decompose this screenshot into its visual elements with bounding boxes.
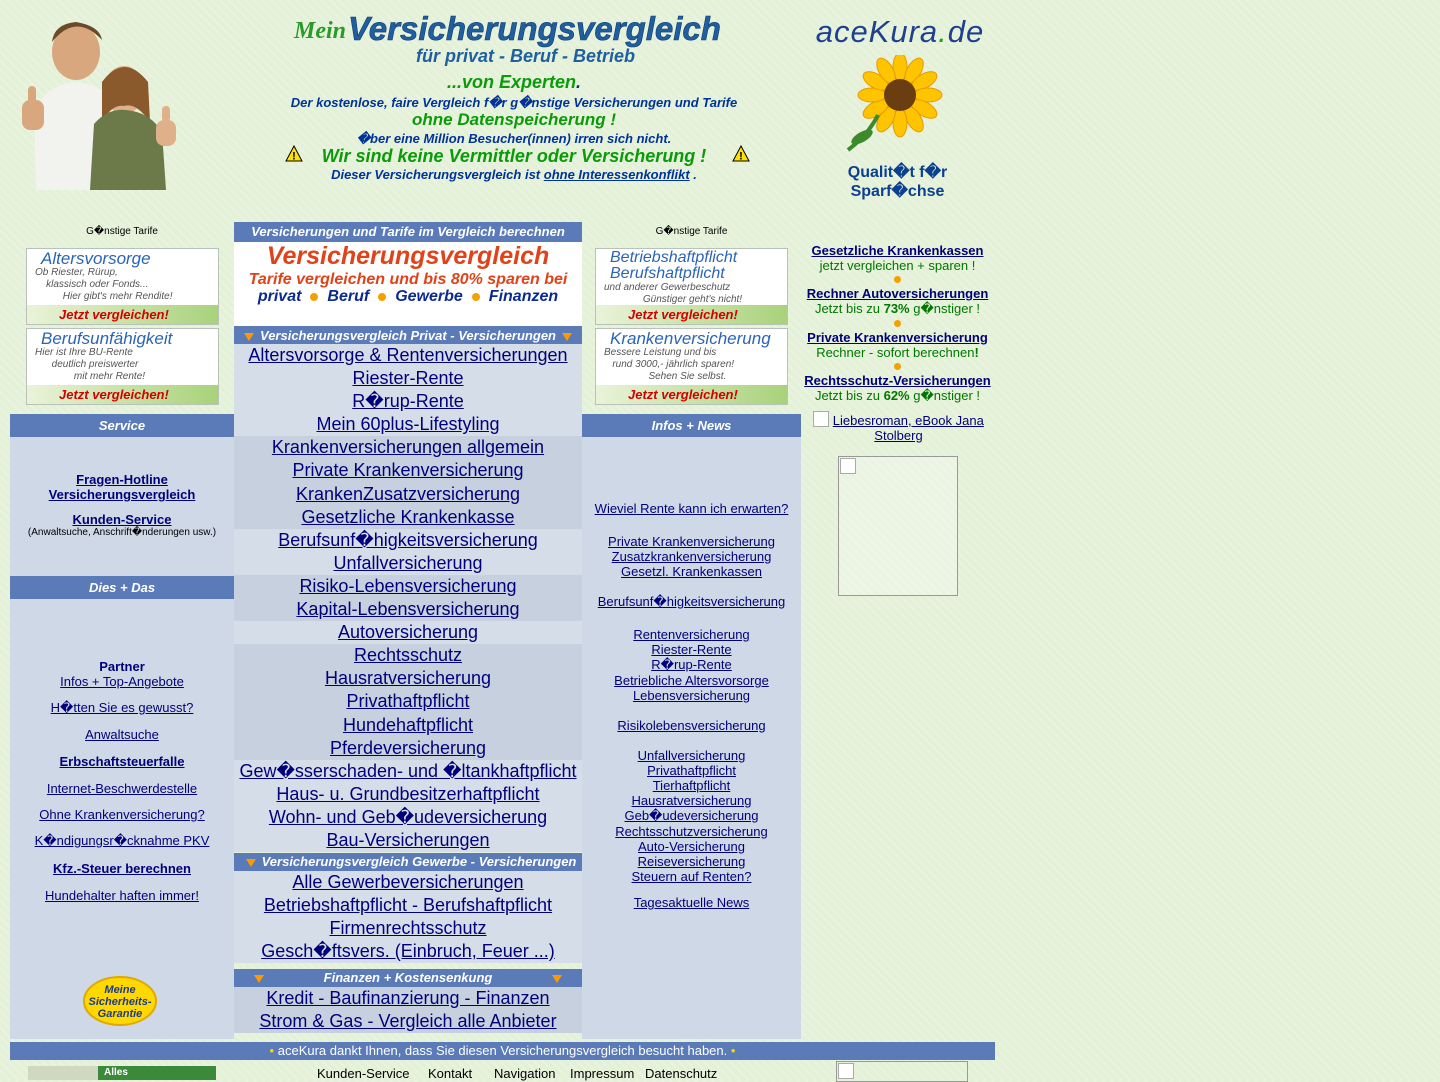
down-arrow-icon bbox=[254, 975, 264, 983]
finance-bar: Finanzen + Kostensenkung bbox=[234, 969, 582, 987]
info-link-unfallversicherung[interactable]: Unfallversicherung bbox=[637, 748, 746, 763]
private-link-krankenversicherungen-allgemein[interactable]: Krankenversicherungen allgemein bbox=[234, 436, 582, 459]
quick-link-private-krankenversicherung[interactable]: Private Krankenversicherung bbox=[807, 330, 988, 345]
inheritance-tax-link[interactable]: Erbschaftsteuerfalle bbox=[59, 754, 185, 769]
info-link-r-rup-rente[interactable]: R�rup-Rente bbox=[651, 657, 732, 672]
brand-logo[interactable]: aceKura.de bbox=[815, 14, 985, 49]
termination-withdrawal-link[interactable]: K�ndigungsr�cknahme PKV bbox=[34, 833, 210, 848]
quick-note-suffix: g�nstiger ! bbox=[909, 388, 981, 403]
quick-link-note bbox=[800, 258, 995, 273]
complaint-office-link[interactable]: Internet-Beschwerdestelle bbox=[46, 781, 198, 796]
private-link-krankenzusatzversicherung[interactable]: KrankenZusatzversicherung bbox=[234, 483, 582, 506]
private-link-bau-versicherungen[interactable]: Bau-Versicherungen bbox=[234, 829, 582, 852]
lawyer-search-link[interactable]: Anwaltsuche bbox=[85, 727, 159, 742]
comparison-hero bbox=[234, 242, 582, 327]
finance-links bbox=[234, 987, 582, 1033]
top-offers-link[interactable]: Infos + Top-Angebote bbox=[60, 674, 184, 689]
info-link-reiseversicherung[interactable]: Reiseversicherung bbox=[637, 854, 746, 869]
no-health-insurance-link[interactable]: Ohne Krankenversicherung? bbox=[39, 807, 205, 822]
private-link-private-krankenversicherung[interactable]: Private Krankenversicherung bbox=[234, 459, 582, 482]
info-link-auto-versicherung[interactable]: Auto-Versicherung bbox=[638, 839, 745, 854]
quick-note-text: Jetzt bis zu bbox=[814, 301, 884, 316]
business-insurance-links bbox=[234, 871, 582, 963]
compare-bar: Versicherungen und Tarife im Vergleich berechnen bbox=[234, 222, 582, 242]
private-link-haus-u-grundbesitzerhaftpflicht[interactable]: Haus- u. Grundbesitzerhaftpflicht bbox=[234, 783, 582, 806]
slogan-no-storage: ohne Datenspeicherung ! bbox=[411, 110, 617, 129]
ebook-ad-link[interactable] bbox=[802, 411, 995, 443]
banner-cta: Jetzt vergleichen! bbox=[628, 307, 738, 322]
banner-title: Betriebshaftpflicht Berufshaftpflicht bbox=[610, 249, 738, 282]
customer-service-note: (Anwaltsuche, Anschrift�nderungen usw.) bbox=[27, 527, 217, 538]
private-link-riester-rente[interactable]: Riester-Rente bbox=[234, 367, 582, 390]
slogan-conflict-suffix: . bbox=[693, 167, 697, 182]
private-link-gew-sserschaden-und-ltankhaftpflicht[interactable]: Gew�sserschaden- und �ltankhaftpflicht bbox=[234, 760, 582, 783]
warning-mark: ! bbox=[292, 150, 296, 162]
private-link-privathaftpflicht[interactable]: Privathaftpflicht bbox=[234, 690, 582, 713]
cheap-tariffs-heading: G�nstige Tarife bbox=[86, 226, 158, 237]
quick-note-text: Rechner - sofort berechnen bbox=[816, 345, 975, 360]
info-link-privathaftpflicht[interactable]: Privathaftpflicht bbox=[647, 763, 736, 778]
private-link-kapital-lebensversicherung[interactable]: Kapital-Lebensversicherung bbox=[234, 598, 582, 621]
quality-tagline: Qualit�t f�r Sparf�chse bbox=[847, 164, 948, 200]
service-bar: Service bbox=[10, 414, 234, 437]
infos-news-bar: Infos + News bbox=[582, 414, 801, 437]
private-insurance-links bbox=[234, 344, 582, 852]
orange-dot-icon bbox=[894, 320, 901, 327]
private-link-gesetzliche-krankenkasse[interactable]: Gesetzliche Krankenkasse bbox=[234, 506, 582, 529]
private-link-risiko-lebensversicherung[interactable]: Risiko-Lebensversicherung bbox=[234, 575, 582, 598]
footer-thumbnail-label: Alles bbox=[104, 1067, 128, 1078]
info-link-private-krankenversicherung[interactable]: Private Krankenversicherung bbox=[608, 534, 775, 549]
slogan-description: Der kostenlose, faire Vergleich f�r g�nstige Versicherungen und Tarife bbox=[290, 95, 738, 110]
info-link-wieviel-rente-kann-ich-erwarten[interactable]: Wieviel Rente kann ich erwarten? bbox=[594, 501, 789, 516]
business-link-firmenrechtsschutz[interactable]: Firmenrechtsschutz bbox=[329, 918, 487, 939]
private-link-altersvorsorge-rentenversicherungen[interactable]: Altersvorsorge & Rentenversicherungen bbox=[234, 344, 582, 367]
no-conflict-link[interactable]: ohne Interessenkonflikt bbox=[543, 167, 690, 182]
footer-navigation-link[interactable]: Navigation bbox=[494, 1066, 556, 1081]
hotline-link[interactable]: Fragen-Hotline Versicherungsvergleich bbox=[48, 472, 196, 502]
private-link-hausratversicherung[interactable]: Hausratversicherung bbox=[234, 667, 582, 690]
banner-title: Krankenversicherung bbox=[610, 329, 771, 348]
quick-link-note bbox=[800, 388, 995, 404]
info-link-betriebliche-altersvorsorge[interactable]: Betriebliche Altersvorsorge bbox=[614, 673, 769, 688]
private-link-mein-60plus-lifestyling[interactable]: Mein 60plus-Lifestyling bbox=[234, 413, 582, 436]
business-link-alle-gewerbeversicherungen[interactable]: Alle Gewerbeversicherungen bbox=[292, 872, 524, 892]
health-insurance-banner[interactable] bbox=[595, 328, 788, 405]
info-link-tierhaftpflicht[interactable]: Tierhaftpflicht bbox=[652, 778, 731, 793]
security-guarantee-badge[interactable] bbox=[82, 975, 158, 1027]
private-link-rechtsschutz[interactable]: Rechtsschutz bbox=[234, 644, 582, 667]
ebook-ad-text[interactable]: Liebesroman, eBook Jana Stolberg bbox=[832, 413, 984, 443]
quick-note-suffix: g�nstiger ! bbox=[909, 301, 981, 316]
private-link-r-rup-rente[interactable]: R�rup-Rente bbox=[234, 390, 582, 413]
slogan-visitors: �ber eine Million Besucher(innen) irren sich nicht. bbox=[356, 131, 672, 146]
quick-note-text: jetzt vergleichen + sparen ! bbox=[819, 258, 976, 273]
banner-text: Hier ist Ihre BU-Rente deutlich preiswerter mit mehr Rente! bbox=[35, 347, 146, 382]
info-link-geb-udeversicherung[interactable]: Geb�udeversicherung bbox=[624, 808, 759, 823]
hero-subtitle: Tarife vergleichen und bis 80% sparen bei bbox=[248, 271, 568, 288]
info-link-lebensversicherung[interactable]: Lebensversicherung bbox=[632, 688, 751, 703]
banner-text: Ob Riester, Rürup, klassisch oder Fonds... Hier gibt's mehr Rendite! bbox=[35, 267, 173, 302]
info-link-riester-rente[interactable]: Riester-Rente bbox=[651, 642, 732, 657]
bullet-icon: • bbox=[730, 1043, 736, 1058]
info-link-berufsunf-higkeitsversicherung[interactable]: Berufsunf�higkeitsversicherung bbox=[597, 594, 786, 609]
slogan-no-broker: Wir sind keine Vermittler oder Versicherung ! bbox=[321, 146, 707, 166]
private-link-pferdeversicherung[interactable]: Pferdeversicherung bbox=[234, 737, 582, 760]
warning-mark: ! bbox=[739, 150, 743, 162]
dies-das-panel bbox=[10, 599, 234, 1039]
info-link-tagesaktuelle-news[interactable]: Tagesaktuelle News bbox=[633, 895, 750, 910]
category-beruf: Beruf bbox=[327, 288, 370, 305]
banner-cta: Jetzt vergleichen! bbox=[628, 387, 738, 402]
down-arrow-icon bbox=[562, 333, 572, 341]
did-you-know-link[interactable]: H�tten Sie es gewusst? bbox=[50, 700, 194, 715]
badge-line-2: Sicherheits- bbox=[88, 996, 152, 1008]
quick-link-gesetzliche-krankenkassen[interactable]: Gesetzliche Krankenkassen bbox=[811, 243, 984, 258]
info-link-risikolebensversicherung[interactable]: Risikolebensversicherung bbox=[617, 718, 766, 733]
thanks-text: aceKura dankt Ihnen, dass Sie diesen Versicherungsvergleich besucht haben. bbox=[277, 1043, 728, 1058]
footer-privacy-link[interactable]: Datenschutz bbox=[645, 1066, 718, 1081]
footer-contact-link[interactable]: Kontakt bbox=[428, 1066, 473, 1081]
dog-owner-link[interactable]: Hundehalter haften immer! bbox=[45, 888, 199, 903]
slogan-conflict bbox=[234, 167, 794, 182]
down-arrow-icon bbox=[246, 859, 256, 867]
category-finanzen: Finanzen bbox=[488, 288, 559, 305]
dies-das-bar: Dies + Das bbox=[10, 576, 234, 599]
quick-link-note bbox=[800, 345, 995, 360]
quick-note-text: Jetzt bis zu bbox=[814, 388, 884, 403]
couple-thumbs-up-photo bbox=[16, 12, 180, 190]
badge-line-1: Meine bbox=[104, 984, 136, 996]
customer-service-link[interactable]: Kunden-Service bbox=[72, 512, 172, 527]
warning-icon bbox=[285, 145, 303, 162]
private-link-wohn-und-geb-udeversicherung[interactable]: Wohn- und Geb�udeversicherung bbox=[234, 806, 582, 829]
site-logo[interactable] bbox=[292, 10, 722, 76]
car-tax-link[interactable]: Kfz.-Steuer berechnen bbox=[53, 861, 191, 876]
thanks-bar bbox=[10, 1042, 995, 1060]
info-link-steuern-auf-renten[interactable]: Steuern auf Renten? bbox=[631, 869, 752, 884]
sunflower-icon bbox=[838, 55, 958, 155]
category-gewerbe: Gewerbe bbox=[395, 288, 463, 305]
ad-placeholder[interactable] bbox=[838, 456, 958, 596]
quick-link-rechner-autoversicherungen[interactable]: Rechner Autoversicherungen bbox=[806, 286, 989, 301]
hero-categories bbox=[234, 288, 582, 306]
category-privat: privat bbox=[257, 288, 302, 305]
private-insurance-bar: Versicherungsvergleich Privat - Versicherungen bbox=[234, 326, 582, 345]
broken-image-icon bbox=[838, 1063, 854, 1079]
info-link-hausratversicherung[interactable]: Hausratversicherung bbox=[631, 793, 752, 808]
private-link-unfallversicherung[interactable]: Unfallversicherung bbox=[234, 552, 582, 575]
logo-mein-text: Mein bbox=[294, 18, 347, 44]
banner-title: Altersvorsorge bbox=[41, 249, 151, 268]
banner-text: Bessere Leistung und bis rund 3000,- jährlich sparen! Sehen Sie selbst. bbox=[604, 347, 735, 382]
quick-link-rechtsschutz-versicherungen[interactable]: Rechtsschutz-Versicherungen bbox=[804, 373, 991, 388]
slogan-conflict-prefix: Dieser Versicherungsvergleich ist bbox=[331, 167, 541, 182]
banner-cta: Jetzt vergleichen! bbox=[59, 307, 169, 322]
banner-cta: Jetzt vergleichen! bbox=[59, 387, 169, 402]
slogan-experts: ...von Experten. bbox=[446, 72, 582, 92]
quick-links-column bbox=[800, 243, 995, 404]
quick-note-highlight: 73% bbox=[883, 301, 910, 316]
bullet-icon: • bbox=[269, 1043, 275, 1058]
banner-title: Berufsunfähigkeit bbox=[41, 329, 173, 348]
broken-image-icon bbox=[813, 411, 829, 427]
hero-title: Versicherungsvergleich bbox=[266, 242, 550, 270]
private-link-berufsunf-higkeitsversicherung[interactable]: Berufsunf�higkeitsversicherung bbox=[234, 529, 582, 552]
private-link-hundehaftpflicht[interactable]: Hundehaftpflicht bbox=[234, 714, 582, 737]
quick-note-highlight: ! bbox=[974, 345, 979, 360]
badge-line-3: Garantie bbox=[97, 1008, 143, 1020]
orange-dot-icon bbox=[894, 276, 901, 283]
business-link-betriebshaftpflicht-berufshaftpflicht[interactable]: Betriebshaftpflicht - Berufshaftpflicht bbox=[263, 895, 553, 916]
footer-imprint-link[interactable]: Impressum bbox=[570, 1066, 635, 1081]
down-arrow-icon bbox=[244, 333, 254, 341]
finance-link-strom-gas-vergleich-alle-anbieter[interactable]: Strom & Gas - Vergleich alle Anbieter bbox=[259, 1011, 557, 1032]
info-link-gesetzl-krankenkassen[interactable]: Gesetzl. Krankenkassen bbox=[621, 564, 762, 579]
footer-thumbnail[interactable] bbox=[28, 1066, 216, 1080]
disability-banner[interactable] bbox=[26, 328, 219, 405]
logo-main-text: Versicherungsvergleich bbox=[348, 10, 721, 47]
quick-link-note bbox=[800, 301, 995, 317]
info-link-rechtsschutzversicherung[interactable]: Rechtsschutzversicherung bbox=[615, 824, 768, 839]
orange-dot-icon bbox=[894, 363, 901, 370]
down-arrow-icon bbox=[552, 975, 562, 983]
finance-link-kredit-baufinanzierung-finanzen[interactable]: Kredit - Baufinanzierung - Finanzen bbox=[266, 988, 550, 1008]
warning-icon bbox=[732, 145, 750, 162]
business-liability-banner[interactable] bbox=[595, 248, 788, 325]
banner-text: und anderer Gewerbeschutz Günstiger geht's nicht! bbox=[604, 282, 743, 305]
info-link-rentenversicherung[interactable]: Rentenversicherung bbox=[633, 627, 750, 642]
partner-label: Partner bbox=[99, 659, 145, 674]
service-panel bbox=[10, 437, 234, 577]
quick-note-highlight: 62% bbox=[883, 388, 910, 403]
pension-banner[interactable] bbox=[26, 248, 219, 325]
broken-image-icon bbox=[840, 458, 856, 474]
business-insurance-bar: Versicherungsvergleich Gewerbe - Versicherungen bbox=[234, 853, 582, 871]
cheap-tariffs-heading: G�nstige Tarife bbox=[655, 226, 728, 237]
footer-image-placeholder bbox=[836, 1061, 968, 1082]
private-link-autoversicherung[interactable]: Autoversicherung bbox=[234, 621, 582, 644]
info-link-zusatzkrankenversicherung[interactable]: Zusatzkrankenversicherung bbox=[611, 549, 772, 564]
infos-news-panel bbox=[582, 437, 801, 1039]
logo-subtitle-text: für privat - Beruf - Betrieb bbox=[416, 46, 636, 66]
business-link-gesch-ftsvers-einbruch-feuer[interactable]: Gesch�ftsvers. (Einbruch, Feuer ...) bbox=[261, 941, 555, 962]
footer-customer-service-link[interactable]: Kunden-Service bbox=[317, 1066, 410, 1081]
